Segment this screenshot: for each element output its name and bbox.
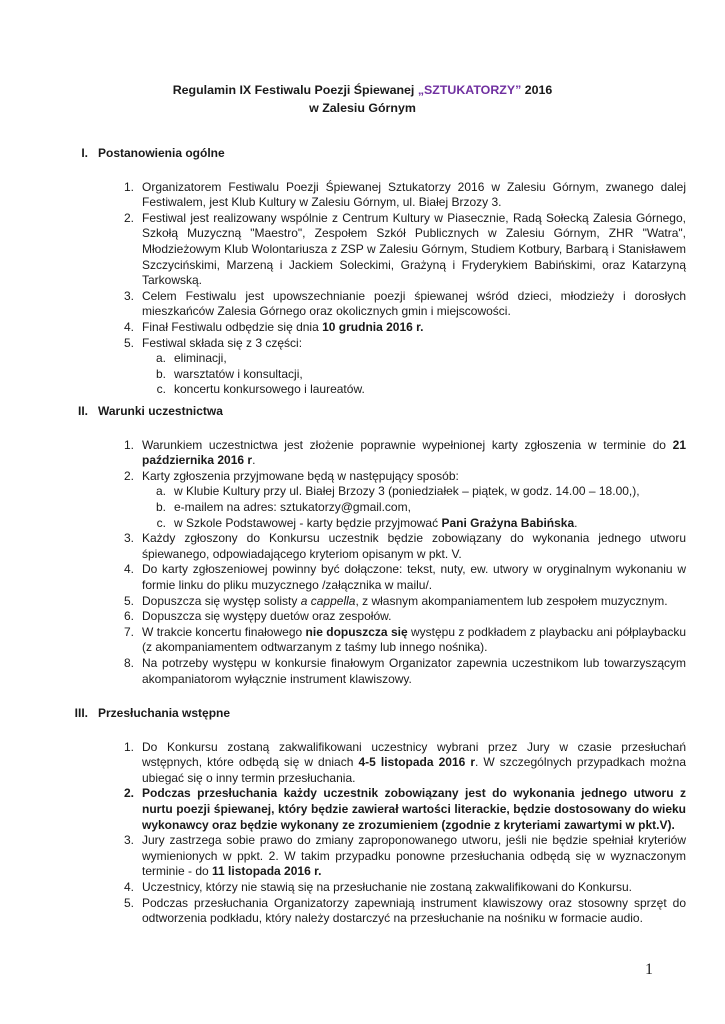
sub-list [142, 351, 686, 398]
list-item: 3. Jury zastrzega sobie prawo do zmiany zaproponowanego utworu, jeśli nie będzie spełniał kryteriów wymienionych w ppkt. 2. W takim przypadku ponowne przesłuchania odbędą się w wyznaczonym terminie - do 11 listopada 2016 r. [123, 833, 686, 879]
section-heading: I. Postanowienia ogólne [81, 146, 225, 160]
list-item: 1. Organizatorem Festiwalu Poezji Śpiewanej Sztukatorzy 2016 w Zalesiu Górnym, zwanego dalej Festiwalem, jest Klub Kultury w Zalesiu Górnym, ul. Białej Brzozy 3. [123, 179, 686, 210]
numbered-list [56, 740, 686, 927]
sub-list-item: c. w Szkole Podstawowej - karty będzie przyjmować Pani Grażyna Babińska. [156, 515, 578, 530]
list-item: 4. Do karty zgłoszeniowej powinny być dołączone: tekst, nuty, ew. utwory w oryginalnym wykonaniu w formie linku do pliku muzycznego /załącznika w mailu/. [123, 562, 686, 592]
page-title [0, 81, 725, 117]
list-item: 8. Na potrzeby występu w konkursie finałowym Organizator zapewnia uczestnikom lub towarzyszącym akompaniatorom wyłącznie instrument klawiszowy. [123, 655, 686, 686]
list-item: 5. Podczas przesłuchania Organizatorzy zapewniają instrument klawiszowy oraz stosowny sprzęt do odtworzenia podkładu, który należy dostarczyć na przesłuchanie na nośniku w formacie audio. [123, 895, 686, 926]
section-heading: III. Przesłuchania wstępne [74, 706, 231, 720]
list-item: 6. Dopuszcza się występy duetów oraz zespołów. [123, 609, 392, 624]
list-item: 2. Festiwal jest realizowany wspólnie z Centrum Kultury w Piasecznie, Radą Sołecką Zalesia Górnego, Szkołą Muzyczną "Maestro", Zespołem Szkół Publicznych w Zalesiu Górnym, ZHR "Watra", Młodzieżowym Klub Wolontariusza z ZSP w Zalesiu Górnym, Studiem Kotbury, Barbarą i Stanisławem Szczycińskimi, Marzeną i Jackiem Soleckimi, Grażyną i Fryderykiem Babińskimi, oraz Katarzyną Tarkowską. [123, 210, 686, 288]
sub-list-item: b. warsztatów i konsultacji, [155, 366, 303, 381]
list-item: 2. Karty zgłoszenia przyjmowane będą w następujący sposób: a. w Klubie Kultury przy ul. Białej Brzozy 3 (poniedziałek – piątek, w godz. 14.00 – 18.00,), b. e-mailem na adres: sztukatorzy@gmail.com, c. w Szkole Podstawowej - karty będzie przyjmować Pani Grażyna Babińska. [56, 469, 686, 531]
section-heading: II. Warunki uczestnictwa [77, 404, 223, 418]
list-item: 5. Dopuszcza się występ solisty a cappella, z własnym akompaniamentem lub zespołem muzycznym. [123, 593, 668, 608]
section-participation-conditions [56, 404, 686, 687]
numbered-list [56, 180, 686, 398]
list-item: 5. Festiwal składa się z 3 części: a. eliminacji, b. warsztatów i konsultacji, c. koncertu konkursowego i laureatów. [56, 336, 686, 398]
section-general-provisions [56, 146, 686, 398]
list-item: 1. Warunkiem uczestnictwa jest złożenie poprawnie wypełnionej karty zgłoszenia w terminie do 21 października 2016 r. [123, 437, 686, 468]
sub-list-item: c. koncertu konkursowego i laureatów. [156, 382, 365, 397]
festival-name: „SZTUKATORZY” [417, 83, 522, 97]
sub-list-item: a. eliminacji, [155, 351, 227, 366]
sub-list-item: b. e-mailem na adres: sztukatorzy@gmail.com, [142, 500, 686, 516]
title-line-1: Regulamin IX Festiwalu Poezji Śpiewanej „SZTUKATORZY” 2016 [172, 83, 553, 97]
list-item: 3. Każdy zgłoszony do Konkursu uczestnik będzie zobowiązany do wykonania jednego utworu śpiewanego, odpowiadającego kryteriom opisanym w pkt. V. [123, 531, 686, 561]
list-item: 3. Celem Festiwalu jest upowszechnianie poezji śpiewanej wśród dzieci, młodzieży i dorosłych mieszkańców Zalesia Górnego oraz okolicznych gmin i miejscowości. [123, 288, 686, 319]
list-item: 2. Podczas przesłuchania każdy uczestnik zobowiązany jest do wykonania jednego utworu z nurtu poezji śpiewanej, który będzie zawierał wartości literackie, będzie dostosowany do wieku wykonawcy oraz będzie wykonany ze zrozumieniem (zgodnie z kryteriami zawartymi w pkt.V). [123, 786, 686, 832]
list-item: 4. Uczestnicy, którzy nie stawią się na przesłuchanie nie zostaną zakwalifikowani do Konkursu. [123, 879, 633, 894]
sub-list-item: a. w Klubie Kultury przy ul. Białej Brzozy 3 (poniedziałek – piątek, w godz. 14.00 – 18.00,), [155, 484, 640, 499]
numbered-list [56, 438, 686, 688]
sub-list [142, 484, 686, 531]
list-item: 7. W trakcie koncertu finałowego nie dopuszcza się występu z podkładem z playbacku ani półplaybacku (z akompaniamentem odtwarzanym z taśmy lub innego nośnika). [123, 624, 686, 655]
title-line-2: w Zalesiu Górnym [309, 101, 416, 115]
section-preliminary-auditions [56, 706, 686, 927]
email-address: e-mailem na adres: sztukatorzy@gmail.com, [174, 499, 411, 514]
list-item: 1. Do Konkursu zostaną zakwalifikowani uczestnicy wybrani przez Jury w czasie przesłuchań wstępnych, które odbędą się w dniach 4-5 listopada 2016 r. W szczególnych przypadkach można ubiegać się o inny termin przesłuchania. [123, 739, 687, 785]
page-number: 1 [645, 961, 653, 978]
list-item: 4. Finał Festiwalu odbędzie się dnia 10 grudnia 2016 r. [123, 319, 424, 334]
